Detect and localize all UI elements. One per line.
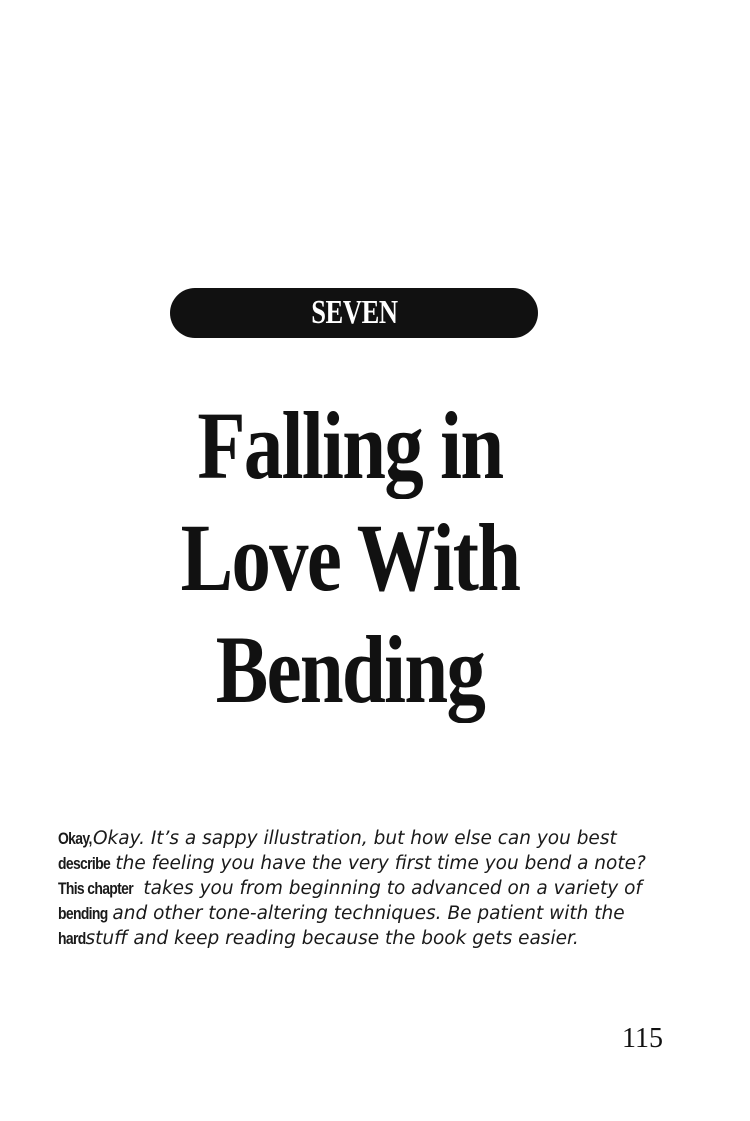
intro-lead-word: This chapter bbox=[58, 879, 134, 898]
chapter-title-line-1: Falling in bbox=[197, 392, 503, 499]
intro-lead-word: describe bbox=[58, 854, 111, 873]
intro-line-4 bbox=[58, 901, 698, 926]
intro-lead-word: hard bbox=[58, 929, 86, 948]
intro-text: stuff and keep reading because the book gets easier. bbox=[79, 928, 579, 949]
intro-line-2 bbox=[58, 851, 698, 876]
intro-line-1 bbox=[58, 826, 698, 851]
chapter-title-line-2: Love With bbox=[180, 504, 520, 611]
intro-text: takes you from beginning to advanced on a variety of bbox=[137, 878, 642, 899]
intro-line-5 bbox=[58, 926, 698, 951]
intro-text: and other tone-altering techniques. Be patient with the bbox=[106, 903, 625, 924]
chapter-label: SEVEN bbox=[310, 294, 398, 331]
intro-lead-word: bending bbox=[58, 904, 108, 923]
chapter-banner bbox=[170, 288, 538, 338]
intro-paragraph bbox=[58, 826, 698, 951]
intro-lead-word: Okay, bbox=[58, 829, 92, 848]
page-number: 115 bbox=[622, 1023, 663, 1054]
chapter-title-line-3: Bending bbox=[215, 616, 485, 723]
intro-line-3 bbox=[58, 876, 698, 901]
chapter-title bbox=[0, 390, 700, 726]
intro-text: Okay. It’s a sappy illustration, but how else can you best bbox=[87, 828, 617, 849]
intro-text: the feeling you have the very first time you bend a note? bbox=[109, 853, 646, 874]
